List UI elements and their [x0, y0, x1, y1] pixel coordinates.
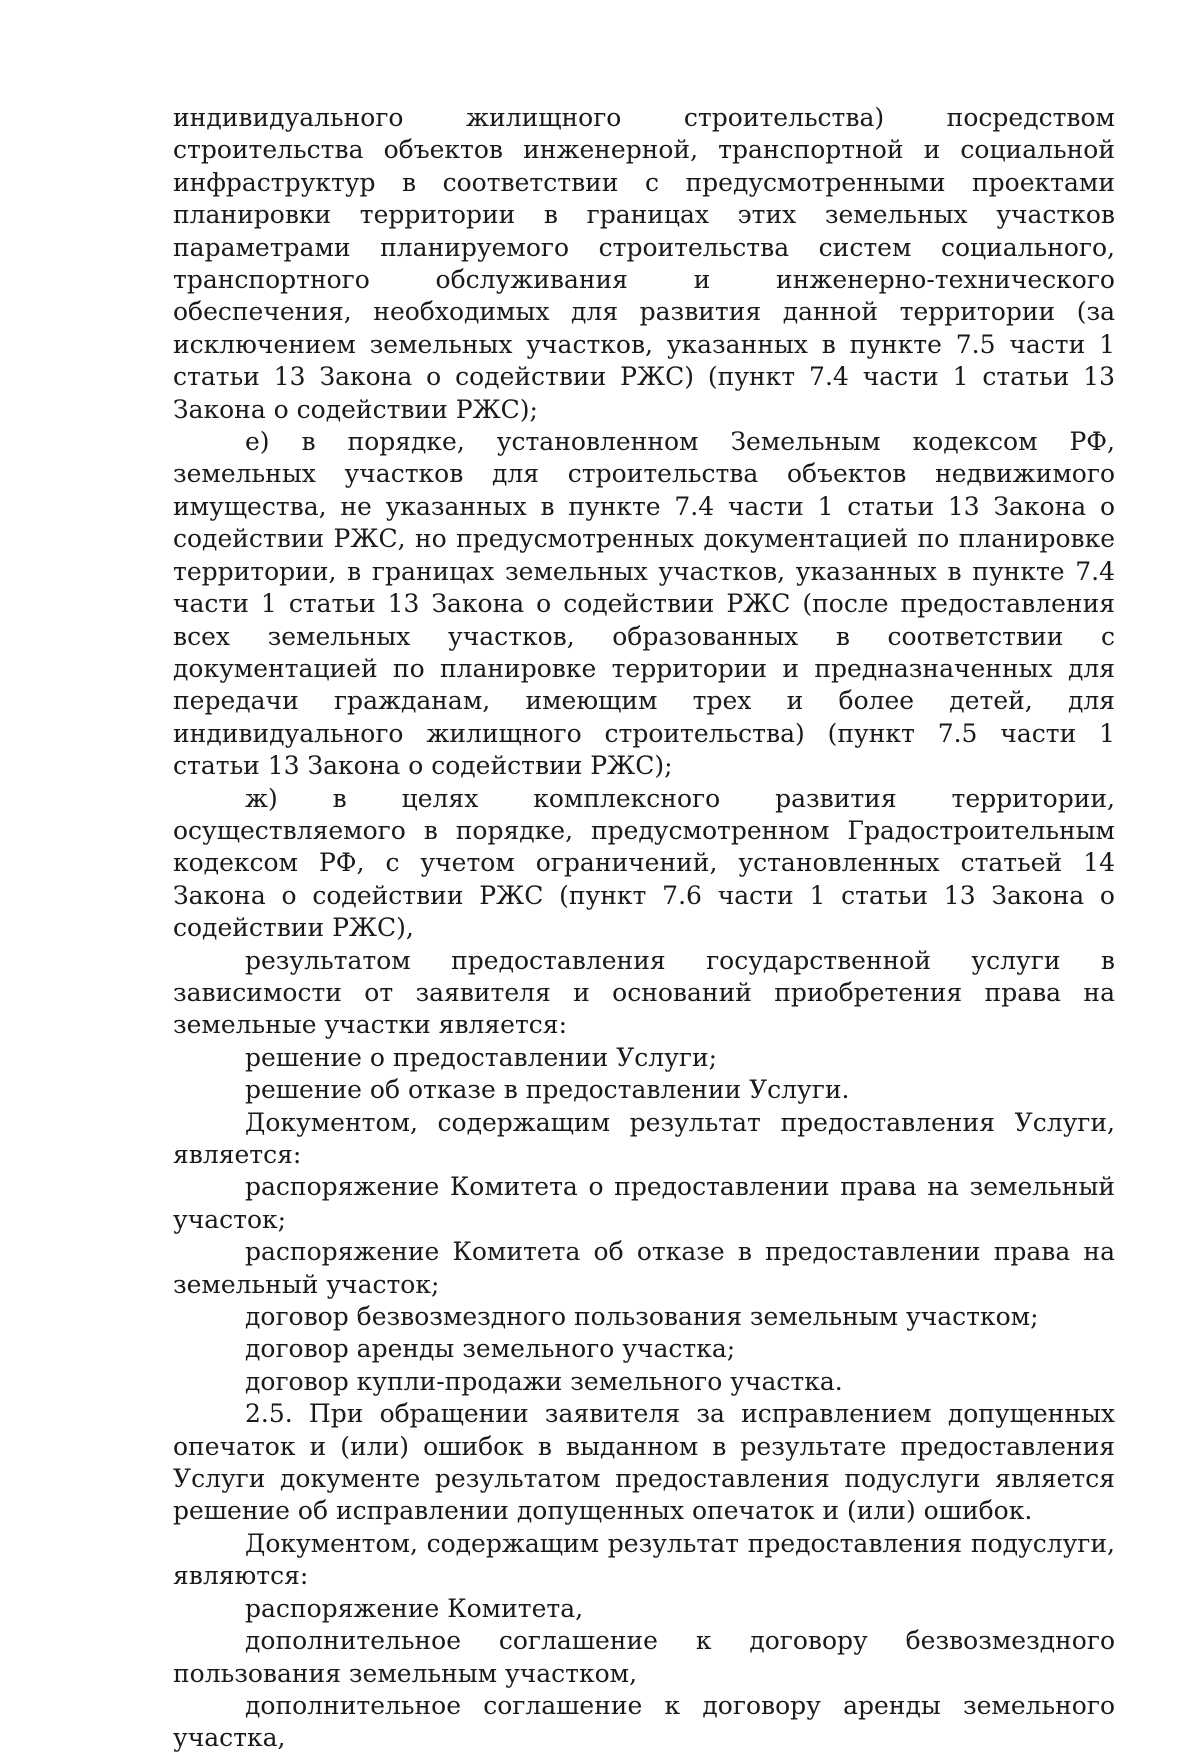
paragraph-contract-sale: договор купли-продажи земельного участка. [245, 1366, 843, 1396]
paragraph-subservice-order: распоряжение Комитета, [245, 1593, 584, 1623]
paragraph-order-refusal: распоряжение Комитета об отказе в предоставлении права на земельный участок; [173, 1237, 1115, 1299]
paragraph-contract-lease: договор аренды земельного участка; [245, 1334, 736, 1364]
paragraph-item-zh: ж) в целях комплексного развития территории, осуществляемого в порядке, предусмотренном Градостроительным кодексом РФ, с учетом ограничений, установленных статьей 14 Закона о содействии РЖС (пункт 7.6 части 1 статьи 13 Закона о содействии РЖС), [173, 783, 1115, 943]
paragraph-result-decision-refusal: решение об отказе в предоставлении Услуги. [245, 1075, 850, 1105]
paragraph-subservice-document-intro: Документом, содержащим результат предоставления подуслуги, являются: [173, 1528, 1115, 1591]
paragraph-contract-free-use: договор безвозмездного пользования земельным участком; [245, 1302, 1039, 1332]
paragraph-result-decision-grant: решение о предоставлении Услуги; [245, 1042, 718, 1072]
paragraph-document-result-intro: Документом, содержащим результат предоставления Услуги, является: [173, 1107, 1115, 1169]
paragraph-continuation: индивидуального жилищного строительства) посредством строительства объектов инженерной, транспортной и социальной инфраструктур в соответствии с предусмотренными проектами планировки территории в границах этих земельных участков параметрами планируемого строительства систем социального, транспортного обслуживания и инженерно-технического обеспечения, необходимых для развития данной территории (за исключением земельных участков, указанных в пункте 7.5 части 1 статьи 13 Закона о содействии РЖС) (пункт 7.4 части 1 статьи 13 Закона о содействии РЖС); [173, 103, 1115, 424]
document-body [173, 102, 1115, 1755]
paragraph-item-e: е) в порядке, установленном Земельным кодексом РФ, земельных участков для строительства объектов недвижимого имущества, не указанных в пункте 7.4 части 1 статьи 13 Закона о содействии РЖС, но предусмотренных документацией по планировке территории, в границах земельных участков, указанных в пункте 7.4 части 1 статьи 13 Закона о содействии РЖС (после предоставления всех земельных участков, образованных в соответствии с документацией по планировке территории и предназначенных для передачи гражданам, имеющим трех и более детей, для индивидуального жилищного строительства) (пункт 7.5 части 1 статьи 13 Закона о содействии РЖС); [173, 427, 1115, 781]
paragraph-order-grant: распоряжение Комитета о предоставлении права на земельный участок; [173, 1172, 1115, 1234]
paragraph-supplement-free-use: дополнительное соглашение к договору безвозмездного пользования земельным участком, [173, 1626, 1115, 1688]
paragraph-section-2-5: 2.5. При обращении заявителя за исправлением допущенных опечаток и (или) ошибок в выданном в результате предоставления Услуги документе результатом предоставления подуслуги является решение об исправлении допущенных опечаток и (или) ошибок. [173, 1399, 1115, 1526]
paragraph-result-intro: результатом предоставления государственной услуги в зависимости от заявителя и оснований приобретения права на земельные участки является: [173, 945, 1115, 1040]
paragraph-supplement-lease: дополнительное соглашение к договору аренды земельного участка, [173, 1690, 1115, 1753]
